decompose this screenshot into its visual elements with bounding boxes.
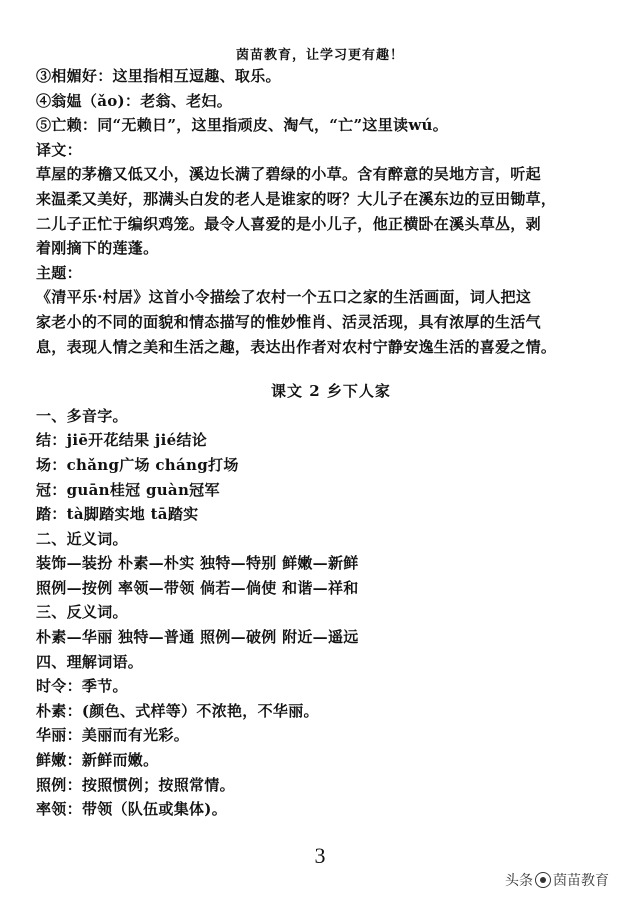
text-line: 装饰—装扮 朴素—朴实 独特—特别 鲜嫩—新鲜 bbox=[36, 554, 359, 573]
section-heading: 三、反义词。 bbox=[36, 603, 128, 622]
text-line: 《清平乐·村居》这首小令描绘了农村一个五口之家的生活画面，词人把这 bbox=[36, 288, 532, 307]
section-heading: 一、多音字。 bbox=[36, 406, 128, 425]
text-line: 照例—按例 率领—带领 倘若—倘使 和谐—祥和 bbox=[36, 578, 359, 597]
text-line: 着刚摘下的莲蓬。 bbox=[36, 239, 159, 258]
lesson-title: 课文 2 乡下人家 bbox=[271, 382, 391, 401]
watermark bbox=[505, 870, 609, 890]
document-body bbox=[36, 64, 606, 822]
text-line: 冠：guān桂冠 guàn冠军 bbox=[36, 480, 220, 499]
text-line: 踏：tà脚踏实地 tā踏实 bbox=[36, 505, 199, 524]
text-line: ⑤亡赖：同“无赖日”，这里指顽皮、淘气，“亡”这里读wú。 bbox=[36, 116, 449, 135]
section-heading: 主题： bbox=[36, 263, 82, 282]
text-line: 朴素—华丽 独特—普通 照例—破例 附近—遥远 bbox=[36, 628, 359, 647]
text-line: 率领：带领（队伍或集体)。 bbox=[36, 800, 227, 819]
page-number: 3 bbox=[314, 843, 326, 868]
text-line: 息，表现人情之美和生活之趣，表达出作者对农村宁静安逸生活的喜爱之情。 bbox=[36, 337, 557, 356]
section-heading: 四、理解词语。 bbox=[36, 652, 144, 671]
text-line: 结：jiē开花结果 jié结论 bbox=[36, 431, 208, 450]
text-line: 朴素：(颜色、式样等）不浓艳，不华丽。 bbox=[36, 701, 319, 720]
text-line: 草屋的茅檐又低又小，溪边长满了碧绿的小草。含有醉意的吴地方言，听起 bbox=[36, 165, 541, 184]
text-line: ③相媚好：这里指相互逗趣、取乐。 bbox=[36, 67, 281, 85]
at-logo-icon bbox=[535, 872, 551, 888]
text-line: 来温柔又美好，那满头白发的老人是谁家的呀？大儿子在溪东边的豆田锄草， bbox=[36, 189, 557, 208]
text-line: 鲜嫩：新鲜而嫩。 bbox=[36, 751, 159, 770]
page-header: 茵苗教育，让学习更有趣！ bbox=[235, 48, 404, 63]
watermark-name: 茵苗教育 bbox=[553, 873, 609, 889]
section-heading: 二、近义词。 bbox=[36, 529, 128, 548]
text-line: 场：chǎng广场 cháng打场 bbox=[36, 455, 239, 474]
section-heading: 译文： bbox=[36, 140, 82, 159]
text-line: 华丽：美丽而有光彩。 bbox=[36, 726, 190, 745]
text-line: ④翁媪（ǎo)：老翁、老妇。 bbox=[36, 91, 233, 110]
text-line: 照例：按照惯例；按照常情。 bbox=[36, 775, 235, 794]
text-line: 家老小的不同的面貌和情态描写的惟妙惟肖、活灵活现，具有浓厚的生活气 bbox=[36, 312, 541, 331]
text-line: 二儿子正忙于编织鸡笼。最令人喜爱的是小儿子，他正横卧在溪头草丛，剥 bbox=[36, 214, 541, 233]
watermark-prefix: 头条 bbox=[505, 873, 533, 889]
text-line: 时令：季节。 bbox=[36, 677, 128, 696]
